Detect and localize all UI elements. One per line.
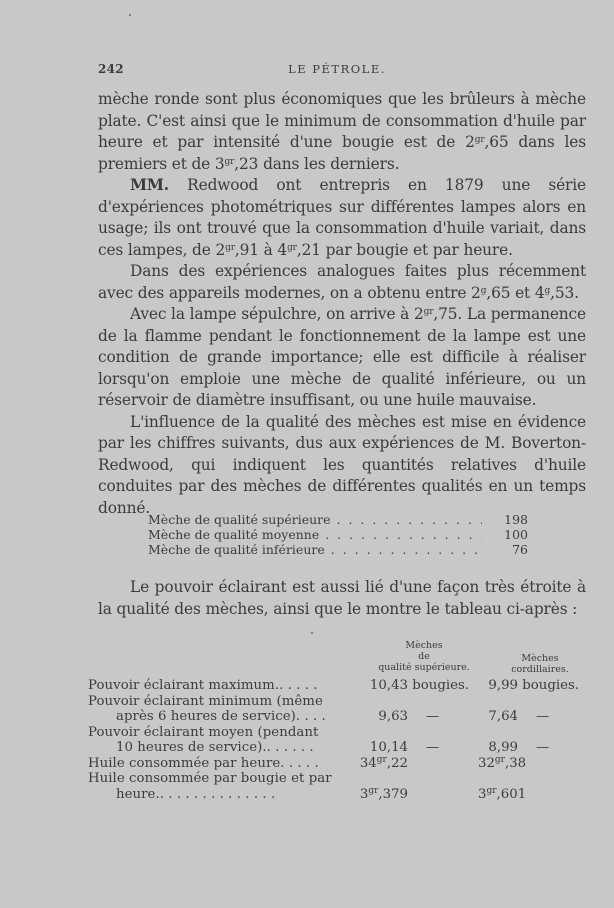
body-text: [98, 89, 586, 519]
value-cord: $32^{gr},38$: [478, 754, 527, 771]
row-label: 10 heures de service).. . . . . .: [116, 740, 314, 755]
table-row-continued: [88, 709, 598, 725]
table-row: [148, 542, 528, 557]
row-label: Huile consommée par bougie et par: [88, 771, 332, 786]
value-superior: $3^{gr},379$: [359, 785, 408, 802]
value-superior: 10,14 —: [369, 740, 440, 755]
table-row: [148, 512, 528, 527]
body-text-continued: [98, 576, 586, 620]
row-value: 100: [482, 527, 528, 542]
row-value: 76: [482, 542, 528, 557]
row-value: 198: [482, 512, 528, 527]
value-cord: 9,99 bougies.: [488, 678, 579, 693]
value-superior: 10,43 bougies.: [369, 678, 469, 693]
row-label: Huile consommée par heure. . . . .: [88, 755, 319, 771]
value-superior: 9,63 —: [378, 709, 440, 724]
page-number: 242: [98, 62, 124, 76]
paragraph: Le pouvoir éclairant est aussi lié d'une façon très étroite à la qualité des mèches, ainsi que le montre le tableau ci-après :: [98, 578, 586, 618]
row-label: heure.. . . . . . . . . . . . . .: [116, 786, 276, 802]
table-row: [88, 725, 598, 741]
column-header-cord-wicks: Mèches cordillaires.: [511, 653, 569, 675]
running-title: LE PÉTROLE.: [288, 62, 386, 76]
value-superior: $34^{gr},22$: [359, 754, 408, 771]
row-label: Mèche de qualité supérieure . . .: [148, 512, 482, 527]
paper-speck: [129, 14, 131, 16]
table-row-continued: [88, 740, 598, 756]
row-label: Pouvoir éclairant minimum (même: [88, 693, 323, 709]
row-label: après 6 heures de service). . . .: [116, 709, 326, 724]
paragraph: MM. Redwood ont entrepris en 1879 une série d'expériences photométriques sur différentes lampes alors en usage; ils ont trouvé que la consommation d'huile variait, dans ces lampes, de $2^{gr},91$ à $4^{gr},21$ par bougie et par heure.: [98, 176, 586, 259]
paragraph: L'influence de la qualité des mèches est mise en évidence par les chiffres suivants, dus aux expériences de M. Boverton-Redwood, qui indiquent les quantités relatives d'huile conduites par des mèches de différentes qualités en un temps donné.: [98, 412, 586, 517]
lighting-power-table: [88, 678, 598, 802]
row-label: Mèche de qualité moyenne . . .: [148, 527, 482, 542]
table-row: [88, 756, 598, 772]
row-label: Pouvoir éclairant maximum.. . . . .: [88, 678, 318, 693]
wick-oil-table: [148, 512, 528, 557]
paragraph: Avec la lampe sépulchre, on arrive à $2^{gr},75$. La permanence de la flamme pendant le fonctionnement de la lampe est une condition de grande importance; elle est difficile à réaliser lorsqu'on emploie une mèche de qualité inférieure, ou un réservoir de diamètre insuffisant, ou une huile mauvaise.: [98, 305, 586, 409]
paragraph: mèche ronde sont plus économiques que les brûleurs à mèche plate. C'est ainsi que le minimum de consommation d'huile par heure et par intensité d'une bougie est de $2^{gr},65$ dans les premiers et de $3^{gr},23$ dans les derniers.: [98, 90, 586, 173]
paragraph: Dans des expériences analogues faites plus récemment avec des appareils modernes, on a obtenu entre 2$^g$,65 et 4$^g$,53.: [98, 262, 586, 302]
value-cord: $3^{gr},601$: [478, 785, 527, 802]
table-row: [88, 771, 598, 787]
value-cord: 7,64 —: [488, 709, 550, 724]
table-row-continued: [88, 787, 598, 803]
value-cord: 8,99 —: [488, 740, 550, 755]
table-row: [148, 527, 528, 542]
paper-speck: [311, 632, 313, 634]
table-row: [88, 694, 598, 710]
row-label: Pouvoir éclairant moyen (pendant: [88, 724, 319, 740]
table-row: [88, 678, 598, 694]
row-label: Mèche de qualité inférieure . . .: [148, 542, 482, 557]
page-header: [98, 62, 576, 78]
column-header-superior-wicks: Mèches de qualité supérieure.: [378, 640, 470, 673]
